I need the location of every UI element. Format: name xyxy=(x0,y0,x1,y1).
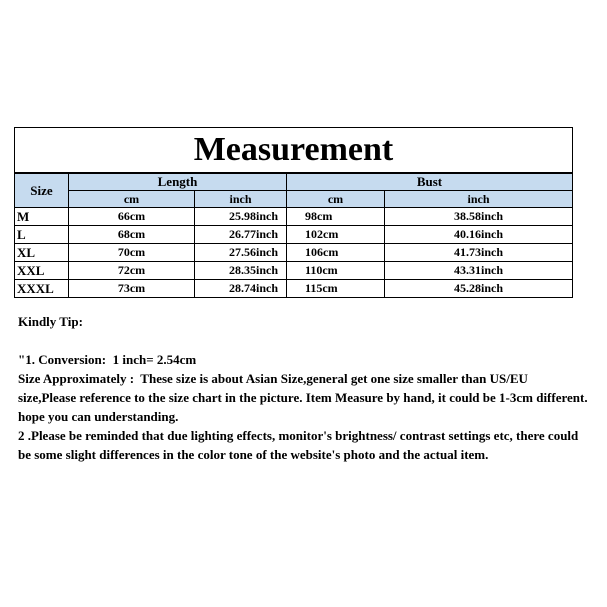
size-cell: XL xyxy=(15,244,69,262)
size-cell: XXL xyxy=(15,262,69,280)
length-inch-header: inch xyxy=(195,191,287,208)
length-cm-cell: 72cm xyxy=(69,262,195,280)
kindly-tip-heading: Kindly Tip: xyxy=(18,314,83,329)
bust-cm-cell: 110cm xyxy=(287,262,385,280)
bust-inch-cell: 40.16inch xyxy=(385,226,573,244)
length-inch-cell: 27.56inch xyxy=(195,244,287,262)
notes-section xyxy=(18,312,591,464)
table-row xyxy=(15,262,573,280)
length-inch-cell: 25.98inch xyxy=(195,208,287,226)
size-cell: XXXL xyxy=(15,280,69,298)
bust-cm-cell: 102cm xyxy=(287,226,385,244)
bust-inch-cell: 45.28inch xyxy=(385,280,573,298)
length-cm-cell: 70cm xyxy=(69,244,195,262)
size-chart xyxy=(14,127,572,298)
conversion-note: "1. Conversion: 1 inch= 2.54cm xyxy=(18,352,197,367)
bust-header: Bust xyxy=(287,173,573,191)
bust-cm-header: cm xyxy=(287,191,385,208)
length-inch-cell: 26.77inch xyxy=(195,226,287,244)
size-table xyxy=(14,127,573,298)
length-cm-cell: 68cm xyxy=(69,226,195,244)
bust-inch-header: inch xyxy=(385,191,573,208)
bust-inch-cell: 43.31inch xyxy=(385,262,573,280)
size-cell: L xyxy=(15,226,69,244)
bust-inch-cell: 38.58inch xyxy=(385,208,573,226)
table-row xyxy=(15,226,573,244)
table-row xyxy=(15,280,573,298)
size-header: Size xyxy=(15,173,69,208)
bust-inch-cell: 41.73inch xyxy=(385,244,573,262)
bust-cm-cell: 98cm xyxy=(287,208,385,226)
lighting-note: 2 .Please be reminded that due lighting effects, monitor's brightness/ contrast settings etc, there could be some slight differences in the color tone of the website's photo and the actual item. xyxy=(18,428,582,462)
size-approx-note: Size Approximately : These size is about Asian Size,general get one size smaller than US/EU size,Please reference to the size chart in the picture. Item Measure by hand, it could be 1-3cm different. hope you can understanding. xyxy=(18,371,591,424)
length-cm-header: cm xyxy=(69,191,195,208)
table-row xyxy=(15,244,573,262)
table-row xyxy=(15,208,573,226)
bust-cm-cell: 106cm xyxy=(287,244,385,262)
table-title: Measurement xyxy=(15,128,573,174)
length-header: Length xyxy=(69,173,287,191)
size-cell: M xyxy=(15,208,69,226)
length-cm-cell: 73cm xyxy=(69,280,195,298)
length-inch-cell: 28.35inch xyxy=(195,262,287,280)
length-cm-cell: 66cm xyxy=(69,208,195,226)
length-inch-cell: 28.74inch xyxy=(195,280,287,298)
bust-cm-cell: 115cm xyxy=(287,280,385,298)
